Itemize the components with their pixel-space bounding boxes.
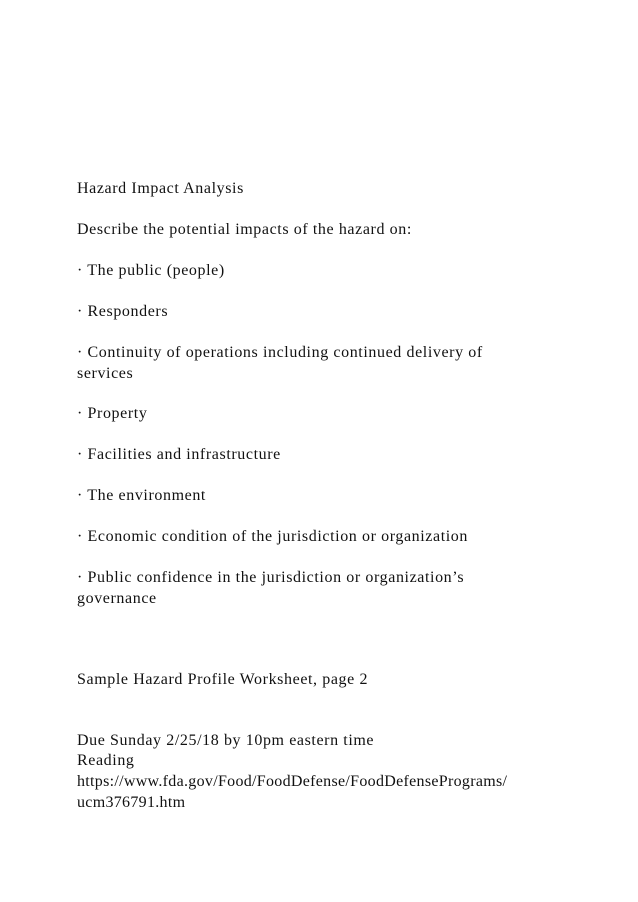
intro-text: Describe the potential impacts of the hazard on:: [77, 221, 412, 238]
bullet-continuity-continued: services: [77, 365, 134, 382]
reading-link[interactable]: https://www.fda.gov/Food/FoodDefense/FoodDefensePrograms/: [77, 773, 508, 790]
due-date-line: Due Sunday 2/25/18 by 10pm eastern time: [77, 732, 375, 749]
bullet-economic: · Economic condition of the jurisdiction or organization: [77, 528, 468, 545]
bullet-public: · The public (people): [77, 262, 225, 279]
bullet-responders: · Responders: [77, 303, 169, 320]
reading-link-continued[interactable]: ucm376791.htm: [77, 794, 186, 811]
bullet-environment: · The environment: [77, 487, 206, 504]
document-title: Hazard Impact Analysis: [77, 180, 244, 197]
worksheet-caption: Sample Hazard Profile Worksheet, page 2: [77, 671, 369, 688]
bullet-property: · Property: [77, 405, 148, 422]
bullet-public-confidence-continued: governance: [77, 590, 157, 607]
reading-label: Reading: [77, 752, 135, 769]
bullet-public-confidence: · Public confidence in the jurisdiction or organization’s: [77, 569, 465, 586]
bullet-facilities: · Facilities and infrastructure: [77, 446, 281, 463]
bullet-continuity: · Continuity of operations including continued delivery of: [77, 344, 483, 361]
